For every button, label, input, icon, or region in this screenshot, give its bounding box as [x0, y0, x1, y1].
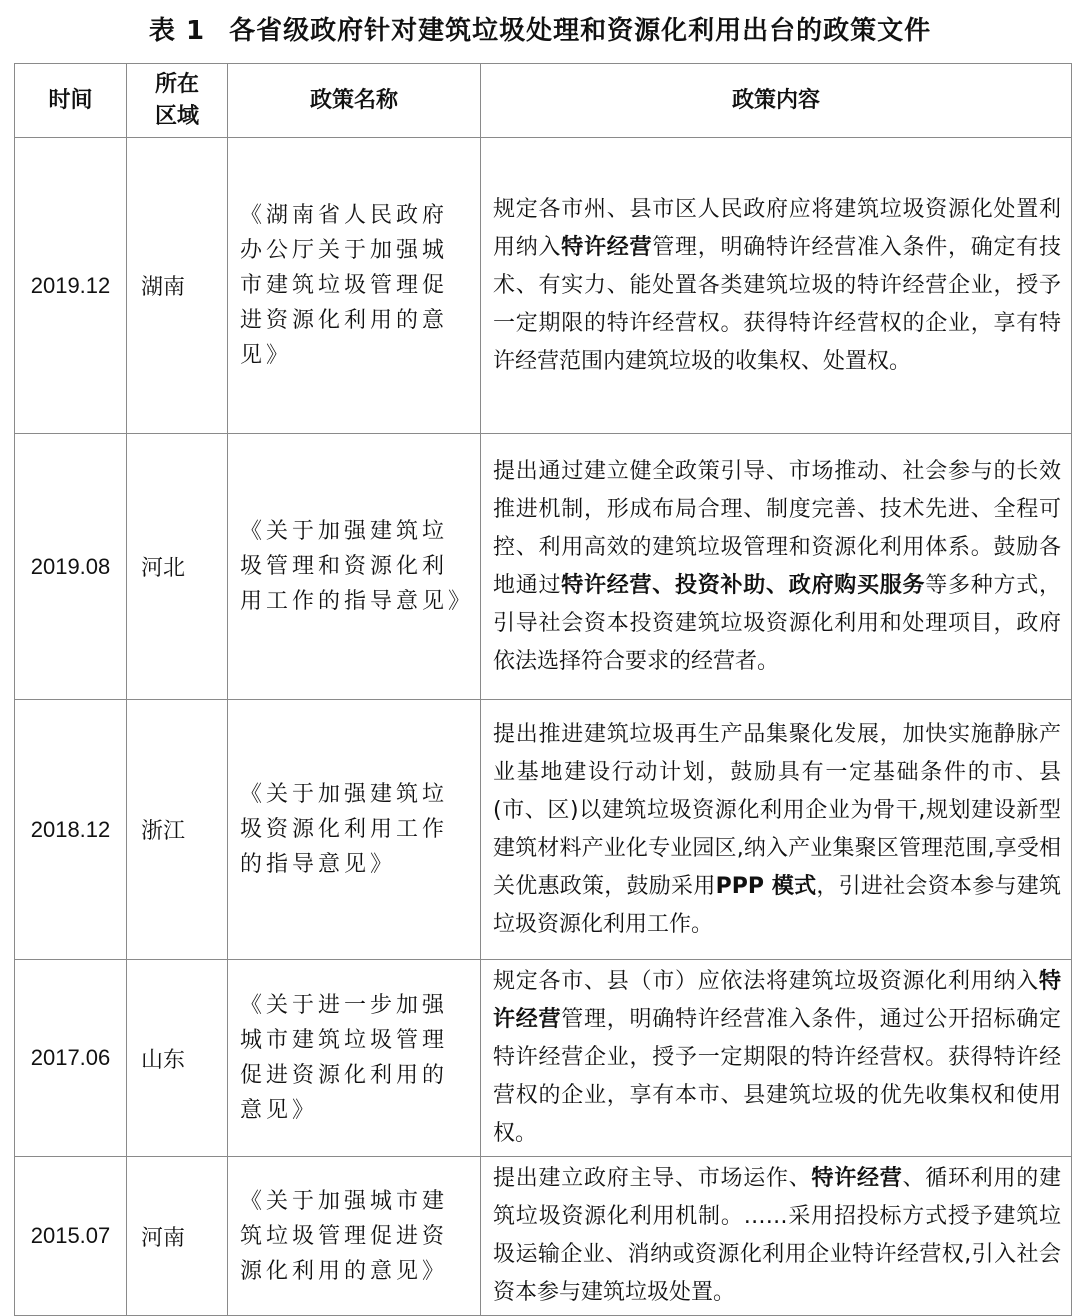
content-text: 、循环利用的建筑垃圾资源化利用机制。……采用招投标方式授予建筑垃圾运输企业、消纳或资源化利用企业特许经营权,引入社会资本参与建筑垃圾处置。: [493, 1166, 1061, 1305]
cell-policy-content: [481, 1157, 1072, 1316]
table-row: [15, 434, 1072, 700]
header-policy-content: 政策内容: [481, 64, 1072, 138]
table-title: 各省级政府针对建筑垃圾处理和资源化利用出台的政策文件: [229, 16, 932, 46]
cell-policy-content: [481, 700, 1072, 960]
header-date: 时间: [15, 64, 127, 138]
content-highlight: 特许经营、投资补助、政府购买服务: [561, 572, 926, 598]
cell-region: 浙江: [127, 700, 228, 960]
table-row: [15, 700, 1072, 960]
content-text: 规定各市、县（市）应依法将建筑垃圾资源化利用纳入: [493, 969, 1039, 994]
header-region-line1: 所在: [154, 71, 199, 97]
content-highlight: PPP 模式: [715, 873, 817, 899]
header-policy-name: 政策名称: [228, 64, 481, 138]
content-text: 管理，明确特许经营准入条件，确定有技术、有实力、能处置各类建筑垃圾的特许经营企业，授予一定期限的特许经营权。获得特许经营权的企业，享有特许经营范围内建筑垃圾的收集权、处置权。: [493, 234, 1061, 374]
content-text: 管理，明确特许经营准入条件，通过公开招标确定特许经营企业，授予一定期限的特许经营权。获得特许经营权的企业，享有本市、县建筑垃圾的优先收集权和使用权。: [493, 1007, 1061, 1146]
content-text: ，引进社会资本参与建筑垃圾资源化利用工作。: [493, 873, 1061, 937]
cell-region: 湖南: [127, 138, 228, 434]
content-text: 提出通过建立健全政策引导、市场推动、社会参与的长效推进机制，形成布局合理、制度完善、技术先进、全程可控、利用高效的建筑垃圾管理和资源化利用体系。鼓励各地通过: [493, 458, 1061, 598]
header-region-line2: 区域: [154, 103, 199, 129]
cell-date: 2017.06: [15, 960, 127, 1157]
content-highlight: 特许经营: [561, 234, 653, 260]
table-row: [15, 1157, 1072, 1316]
header-row: [15, 64, 1072, 138]
table-caption: [0, 14, 1080, 48]
cell-date: 2015.07: [15, 1157, 127, 1316]
policy-table: [14, 63, 1072, 1316]
cell-date: 2018.12: [15, 700, 127, 960]
cell-policy-name: 《湖南省人民政府办公厅关于加强城市建筑垃圾管理促进资源化利用的意见》: [228, 138, 481, 434]
cell-policy-name: 《关于进一步加强城市建筑垃圾管理促进资源化利用的意见》: [228, 960, 481, 1157]
content-text: 等多种方式，引导社会资本投资建筑垃圾资源化利用和处理项目，政府依法选择符合要求的经营者。: [493, 572, 1061, 674]
cell-policy-content: [481, 434, 1072, 700]
cell-policy-name: 《关于加强建筑垃圾资源化利用工作的指导意见》: [228, 700, 481, 960]
cell-date: 2019.12: [15, 138, 127, 434]
content-text: 提出建立政府主导、市场运作、: [493, 1166, 812, 1191]
cell-policy-content: [481, 960, 1072, 1157]
table-row: [15, 138, 1072, 434]
table-row: [15, 960, 1072, 1157]
table-number: 表 1: [148, 16, 206, 46]
content-highlight: 特许经营: [811, 1166, 903, 1191]
cell-region: 山东: [127, 960, 228, 1157]
cell-policy-name: 《关于加强建筑垃圾管理和资源化利用工作的指导意见》: [228, 434, 481, 700]
cell-region: 河北: [127, 434, 228, 700]
content-text: 提出推进建筑垃圾再生产品集聚化发展，加快实施静脉产业基地建设行动计划，鼓励具有一定基础条件的市、县(市、区)以建筑垃圾资源化利用企业为骨干,规划建设新型建筑材料产业化专业园区,纳入产业集聚区管理范围,享受相关优惠政策，鼓励采用: [493, 721, 1061, 899]
cell-policy-content: [481, 138, 1072, 434]
header-region: [127, 64, 228, 138]
cell-region: 河南: [127, 1157, 228, 1316]
cell-policy-name: 《关于加强城市建筑垃圾管理促进资源化利用的意见》: [228, 1157, 481, 1316]
content-highlight: 特许经营: [493, 969, 1061, 1032]
cell-date: 2019.08: [15, 434, 127, 700]
content-text: 规定各市州、县市区人民政府应将建筑垃圾资源化处置利用纳入: [493, 196, 1061, 260]
